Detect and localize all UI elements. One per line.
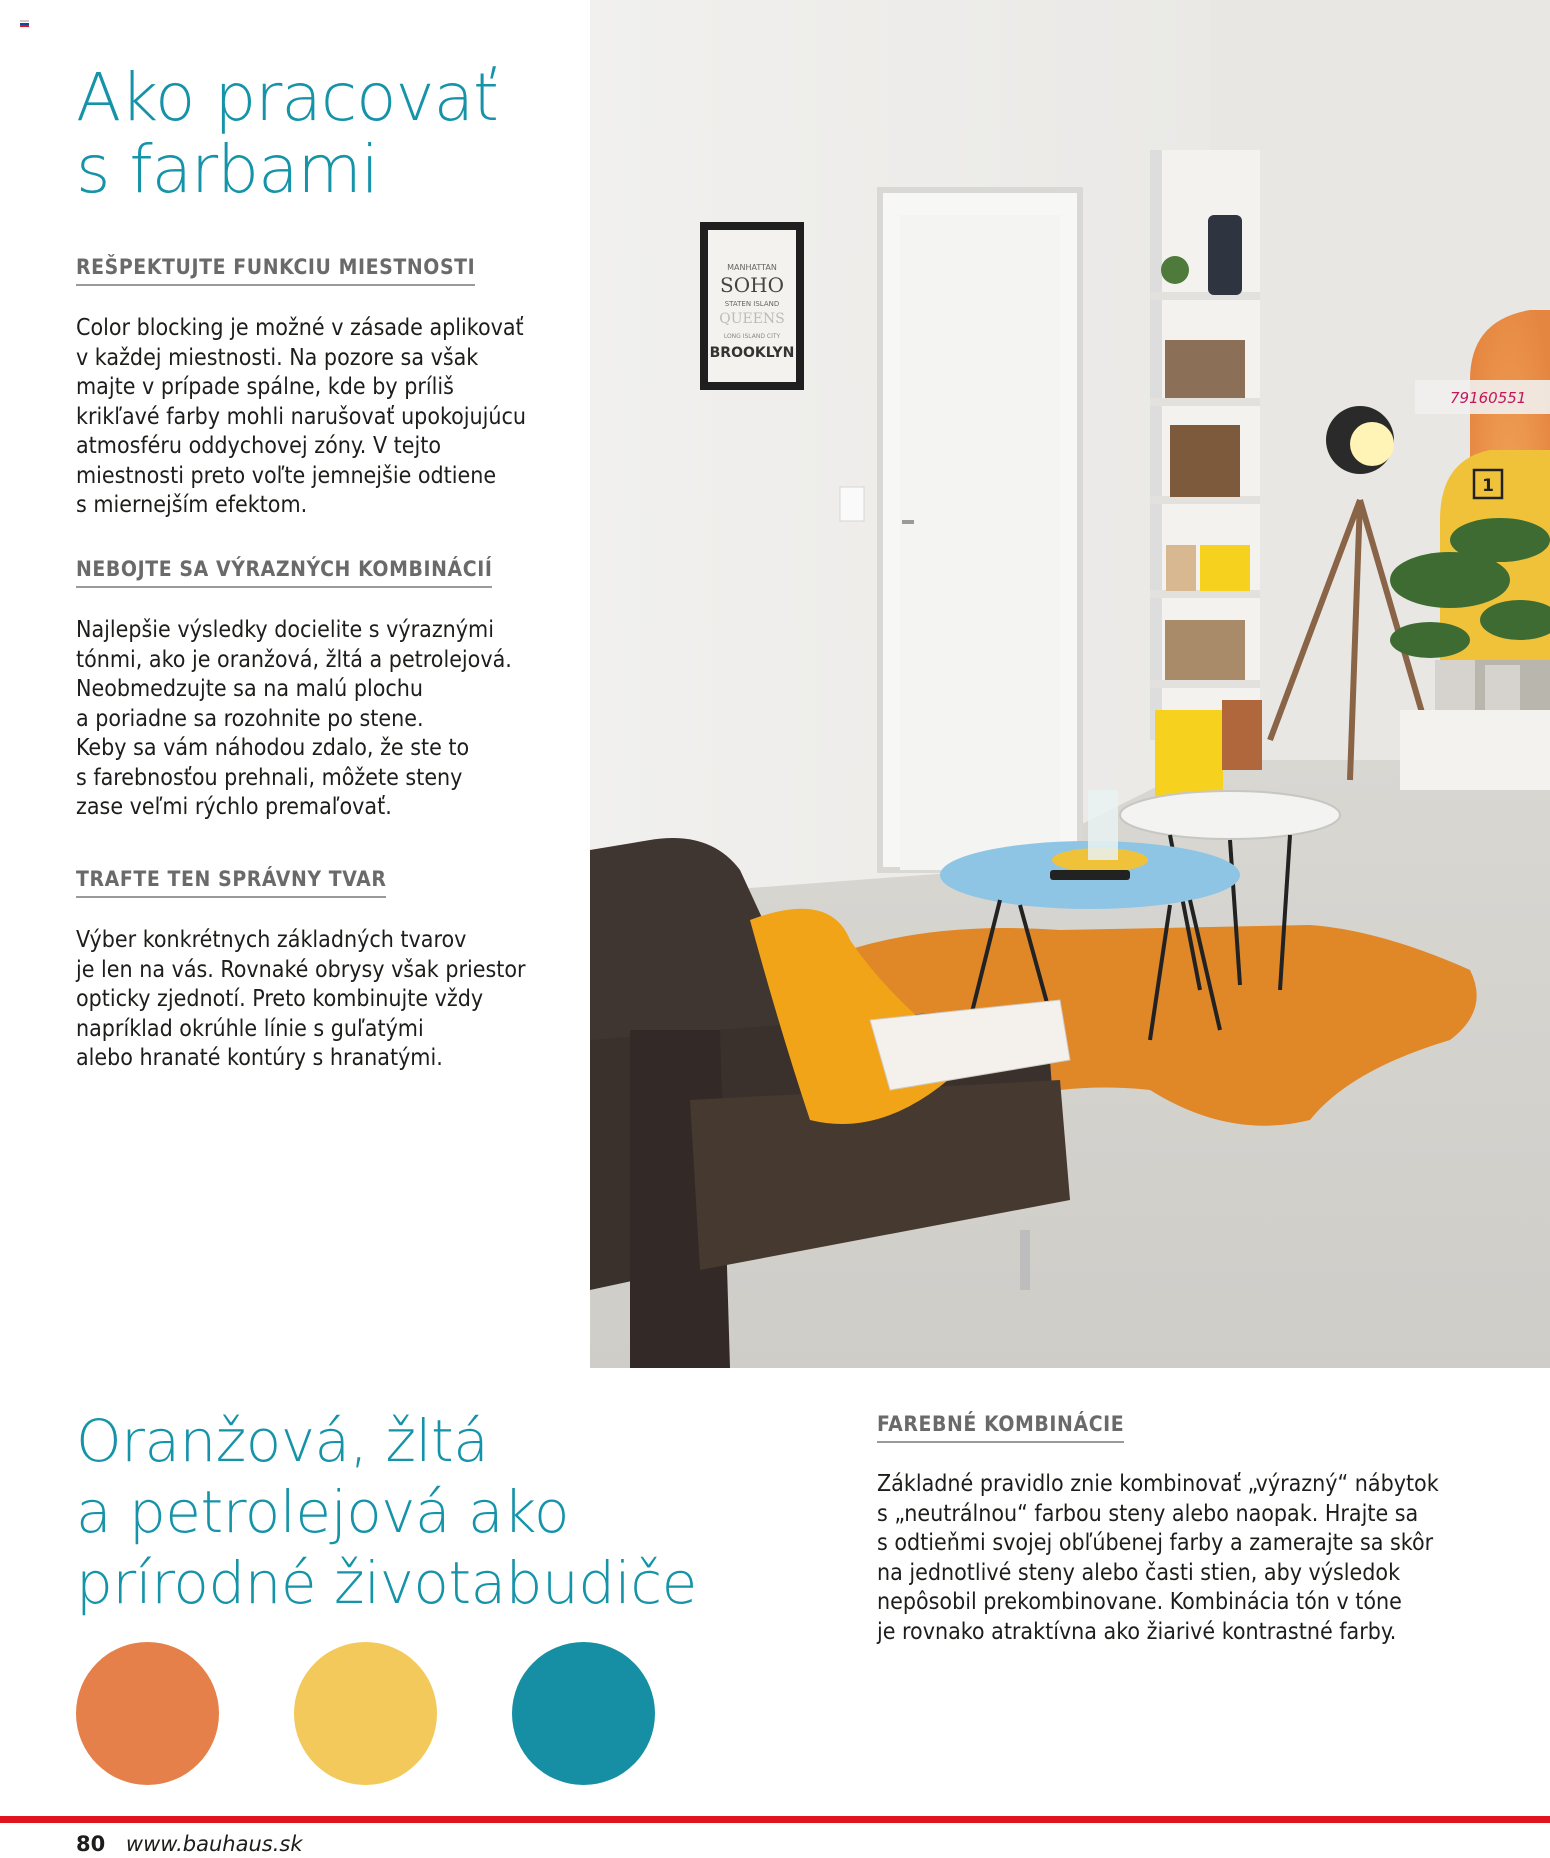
- section-heading: FAREBNÉ KOMBINÁCIE: [877, 1412, 1124, 1443]
- page-title-line1: Ako pracovať: [76, 59, 498, 136]
- frame-text-1: MANHATTAN: [727, 263, 777, 272]
- section-heading: TRAFTE TEN SPRÁVNY TVAR: [76, 867, 386, 898]
- slovak-flag-icon: [20, 20, 29, 27]
- section-heading: NEBOJTE SA VÝRAZNÝCH KOMBINÁCIÍ: [76, 557, 492, 588]
- living-room-illustration: [590, 0, 1550, 1368]
- petrol-swatch: [512, 1642, 655, 1785]
- section-right-shape: [76, 867, 556, 1074]
- footer-rule: [0, 1816, 1550, 1823]
- swatch-headline-line1: Oranžová, žltá: [76, 1407, 489, 1475]
- page-title-line2: s farbami: [76, 131, 379, 208]
- color-swatches: [76, 1642, 656, 1787]
- section-body: Color blocking je možné v zásade aplikovať v každej miestnosti. Na pozore sa však majte v prípade spálne, kde by príliš krikľavé farby mohli narušovať upokojujúcu atmosféru oddychovej zóny. V tejto miestnosti preto voľte jemnejšie odtiene s miernejším efektom.: [76, 315, 527, 518]
- page-footer: [76, 1832, 303, 1856]
- swatch-headline: [76, 1406, 776, 1619]
- frame-text-3: STATEN ISLAND: [724, 300, 780, 308]
- section-color-combinations: [877, 1412, 1477, 1647]
- orange-swatch: [76, 1642, 219, 1785]
- living-room-photo: [590, 0, 1550, 1368]
- product-marker: 1: [1482, 476, 1494, 496]
- page-title: [76, 59, 576, 208]
- frame-text-6: BROOKLYN: [709, 345, 795, 361]
- section-heading: REŠPEKTUJTE FUNKCIU MIESTNOSTI: [76, 255, 475, 286]
- article-number-tag: 79160551: [1450, 389, 1527, 407]
- section-bold-combinations: [76, 557, 556, 823]
- website-link[interactable]: www.bauhaus.sk: [125, 1832, 303, 1856]
- frame-text-2: SOHO: [720, 273, 784, 297]
- frame-text-4: QUEENS: [719, 311, 785, 327]
- swatch-headline-line2: a petrolejová ako: [76, 1478, 570, 1546]
- section-body: Výber konkrétnych základných tvarov je len na vás. Rovnaké obrysy však priestor opticky zjednotí. Preto kombinujte vždy napríklad okrúhle línie s guľatými alebo hranaté kontúry s hranatými.: [76, 927, 526, 1071]
- page-number: 80: [76, 1832, 106, 1856]
- swatch-headline-line3: prírodné životabudiče: [76, 1549, 697, 1617]
- frame-text-5: LONG ISLAND CITY: [723, 333, 781, 340]
- section-room-function: [76, 255, 556, 521]
- section-body: Najlepšie výsledky docielite s výraznými tónmi, ako je oranžová, žltá a petrolejová. Neobmedzujte sa na malú plochu a poriadne sa rozohnite po stene. Keby sa vám náhodou zdalo, že ste to s farebnosťou prehnali, môžete steny zase veľmi rýchlo premaľovať.: [76, 617, 512, 820]
- section-body: Základné pravidlo znie kombinovať „výrazný“ nábytok s „neutrálnou“ farbou steny alebo naopak. Hrajte sa s odtieňmi svojej obľúbenej farby a zamerajte sa skôr na jednotlivé steny alebo časti stien, aby výsledok nepôsobil prekombinovane. Kombinácia tón v tóne je rovnako atraktívna ako žiarivé kontrastné farby.: [877, 1471, 1439, 1645]
- yellow-swatch: [294, 1642, 437, 1785]
